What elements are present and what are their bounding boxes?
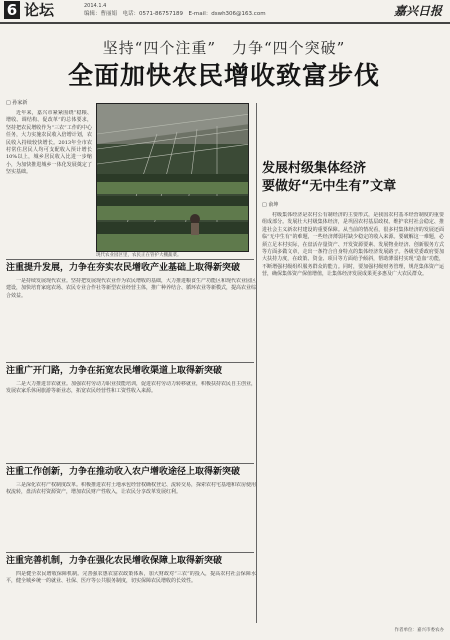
article-byline: □ 孙家新 xyxy=(6,100,28,106)
sidebar-text: 村级集体经济是农村公有制经济的主要形式，是我国农村基本经营制度的重要组成部分。发展壮大村级集体经济，是巩固农村基层政权、维护农村社会稳定、推进社会主义新农村建设的重要保障。从当前的情况看，很多村集体经济的发展还面临“无中生有”的难题，一些经济薄弱村缺少稳定的收入来源。要破解这一难题，必须立足本村实际，在盘活存量资产、开发资源要素、发展物业经济、创新服务方式等方面多做文章，走出一条符合自身特点的集体经济发展路子。各级党委政府要加大扶持力度，在政策、资金、项目等方面给予倾斜，帮助薄弱村实现“造血”功能，不断增强村级组织服务群众的能力。同时，要加强村级财务管理，规范集体资产运营，确保集体资产保值增值，让集体经济发展成果更多惠及广大农民群众。 xyxy=(262,212,444,278)
masthead xyxy=(0,0,450,24)
greenhouse-photo xyxy=(96,103,249,252)
subhead-1: 注重提升发展，力争在夯实农民增收产业基础上取得新突破 xyxy=(6,263,241,273)
subhead-4: 注重完善机制，力争在强化农民增收保障上取得新突破 xyxy=(6,556,223,566)
photo-caption: 现代农业园区里，农民正在管护大棚蔬菜。 xyxy=(96,253,182,258)
column-divider xyxy=(256,103,257,623)
section-rule xyxy=(6,463,254,464)
section-rule xyxy=(6,362,254,363)
author-affiliation: 作者单位：嘉兴市委农办 xyxy=(394,628,444,633)
greenhouse-illustration xyxy=(97,104,249,252)
issue-date: 2014.1.4 xyxy=(84,3,107,9)
section-title: 论坛 xyxy=(24,1,55,19)
article-headline: 全面加快农民增收致富步伐 xyxy=(67,61,380,90)
section-rule xyxy=(6,259,254,260)
sidebar-title-line1: 发展村级集体经济 xyxy=(262,161,367,176)
newspaper-name: 嘉兴日报 xyxy=(393,4,442,18)
article-kicker: 坚持“四个注重” 力争“四个突破” xyxy=(102,39,346,57)
section-3-paragraph: 三是深化农村产权制度改革。积极推进农村土地承包经营权确权登记、流转交易，探索农村宅基地和农房使用权流转，盘活农村资源资产，增加农民财产性收入，让农民分享改革发展红利。 xyxy=(6,482,256,496)
section-3-columns xyxy=(6,482,256,548)
contact-info: 编辑：曹丽娟 电话：0571-86757189 E-mail：dswh306@163.com xyxy=(84,11,266,17)
section-1-paragraph: 一是持续发展现代农业。坚持把发展现代农业作为农民增收的基础，大力推进粮食生产功能区和现代农业园区建设，加快培育家庭农场、农民专业合作社等新型农业经营主体，推广种养结合、循环农业等新模式，提高农业综合效益。 xyxy=(6,278,256,299)
sidebar-byline: □ 俞坤 xyxy=(262,202,279,208)
section-rule xyxy=(6,552,254,553)
section-2-columns xyxy=(6,381,256,459)
section-2-text xyxy=(6,381,256,459)
sidebar-title-line2: 要做好“无中生有”文章 xyxy=(262,179,397,194)
section-2-paragraph: 二是大力推进非农就业。加强农村劳动力职业技能培训，促进农村劳动力转移就业，积极扶持农民自主创业，发展农家乐休闲旅游等新业态，拓宽农民经营性和工资性收入来源。 xyxy=(6,381,256,395)
subhead-2: 注重广开门路，力争在拓宽农民增收渠道上取得新突破 xyxy=(6,366,223,376)
section-4-columns xyxy=(6,571,256,627)
subhead-3: 注重工作创新，力争在推动收入农户增收途径上取得新突破 xyxy=(6,467,241,477)
section-4-text xyxy=(6,571,256,627)
section-3-text xyxy=(6,482,256,548)
sidebar-body xyxy=(262,212,444,624)
lead-paragraph xyxy=(6,110,92,256)
section-1-text xyxy=(6,278,256,358)
lead-text: 近年来，嘉兴市紧紧围绕“稳粮、增收、调结构、促改革”的总体要求，坚持把农民增收作为“三农”工作的中心任务，大力实施农民收入倍增计划，农民收入持续较快增长。2013年全市农村常住居民人均可支配收入预计增长10%以上，城乡居民收入比进一步缩小，为加快推进城乡一体化发展奠定了坚实基础。 xyxy=(6,110,92,176)
page-number: 6 xyxy=(4,1,20,19)
section-1-columns xyxy=(6,278,256,358)
section-4-paragraph: 四是健全农民增收保障机制。完善强农惠农富农政策体系，加大财政对“三农”的投入，提高农村社会保障水平，健全城乡统一的就业、社保、医疗等公共服务制度，切实保障农民增收的长效性。 xyxy=(6,571,256,585)
